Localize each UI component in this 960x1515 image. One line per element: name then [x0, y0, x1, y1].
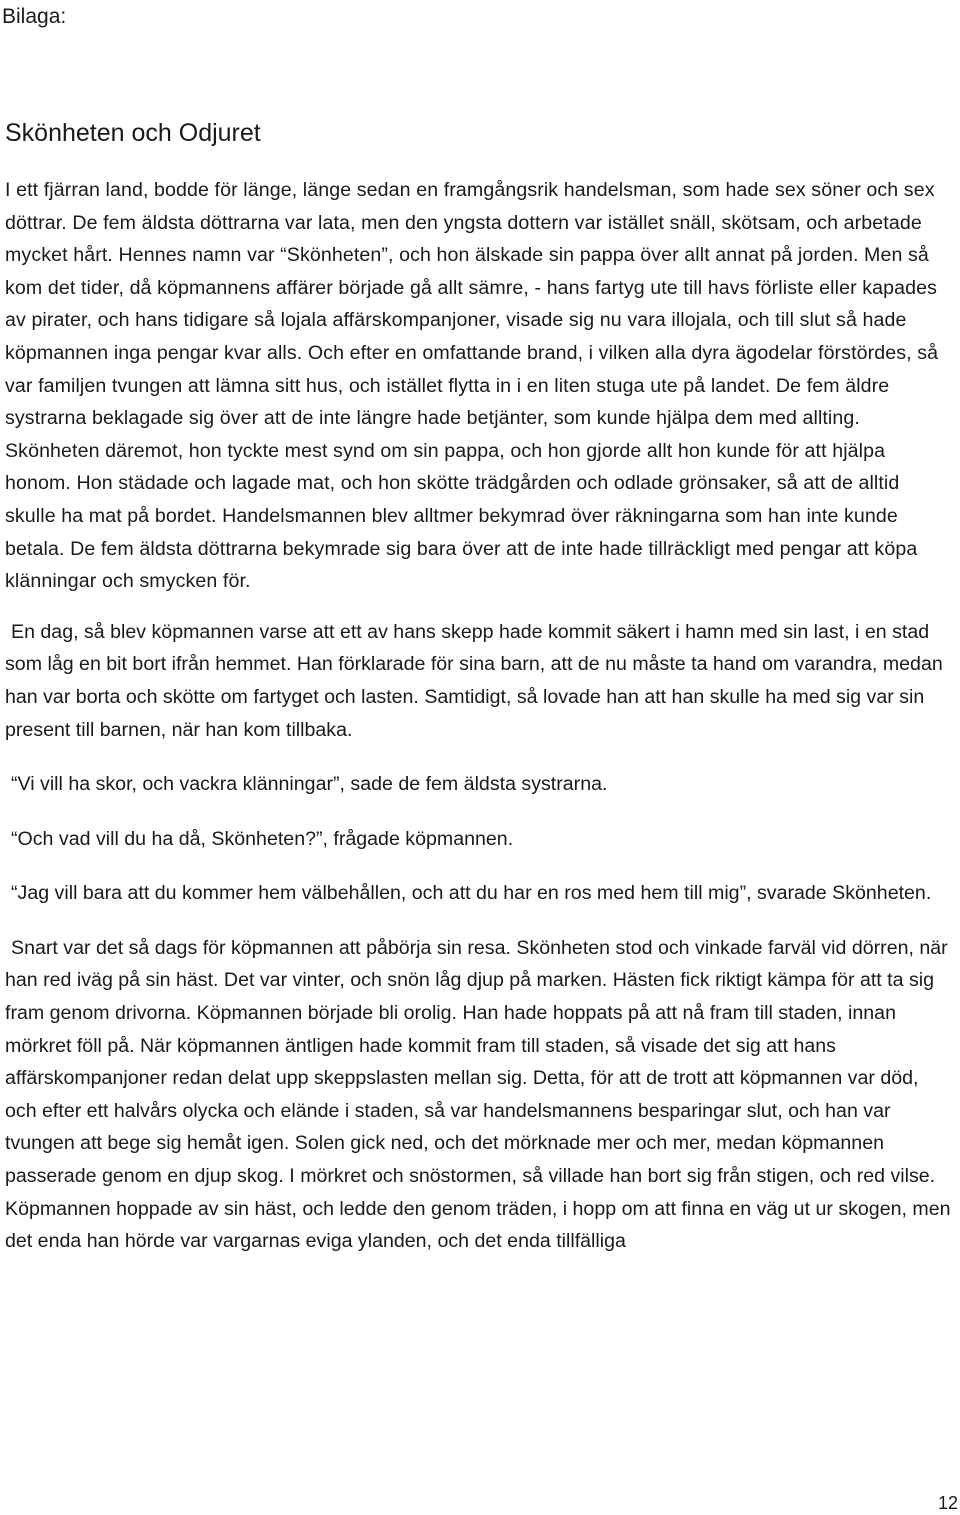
document-body — [5, 174, 955, 1258]
paragraph-journey: Snart var det så dags för köpmannen att påbörja sin resa. Skönheten stod och vinkade farväl vid dörren, när han red iväg på sin häst. Det var vinter, och snön låg djup på marken. Hästen fick riktigt kämpa för att ta sig fram genom drivorna. Köpmannen började bli orolig. Han hade hoppats på att nå fram till staden, innan mörkret föll på. När köpmannen äntligen hade kommit fram till staden, så visade det sig att hans affärskompanjoner redan delat upp skeppslasten mellan sig. Detta, för att de trott att köpmannen var död, och efter ett halvårs olycka och elände i staden, så var handelsmannens besparingar slut, och han var tvungen att bege sig hemåt igen. Solen gick ned, och det mörknade mer och mer, medan köpmannen passerade genom en djup skog. I mörkret och snöstormen, så villade han bort sig från stigen, och red vilse. Köpmannen hoppade av sin häst, och ledde den genom träden, i hopp om att finna en väg ut ur skogen, men det enda han hörde var vargarnas eviga ylanden, och det enda tillfälliga — [5, 936, 951, 1253]
dialogue-sisters: “Vi vill ha skor, och vackra klänningar”, sade de fem äldsta systrarna. — [11, 773, 608, 796]
document-title: Skönheten och Odjuret — [5, 119, 261, 147]
paragraph-1: I ett fjärran land, bodde för länge, länge sedan en framgångsrik handelsman, som hade sex söner och sex döttrar. De fem äldsta döttrarna var lata, men den yngsta dottern var istället snäll, skötsam, och arbetade mycket hårt. Hennes namn var “Skönheten”, och hon älskade sin pappa över allt annat på jorden. Men så kom det tider, då köpmannens affärer började gå allt sämre, - hans fartyg ute till havs förliste eller kapades av pirater, och hans tidigare så lojala affärskompanjoner, visade sig nu vara illojala, och till slut så hade köpmannen inga pengar kvar alls. Och efter en omfattande brand, i vilken alla dyra ägodelar förstördes, så var familjen tvungen att lämna sitt hus, och istället flytta in i en liten stuga ute på landet. De fem äldre systrarna beklagade sig över att de inte längre hade betjänter, som kunde hjälpa dem med allting. Skönheten däremot, hon tyckte mest synd om sin pappa, och hon gjorde allt hon kunde för att hjälpa honom. Hon städade och lagade mat, och hon skötte trädgården och odlade grönsaker, så att de alltid skulle ha mat på bordet. Handelsmannen blev alltmer bekymrad över räkningarna som han inte kunde betala. De fem äldsta döttrarna bekymrade sig bara över att de inte hade tillräckligt med pengar att köpa klänningar och smycken för. — [5, 179, 939, 593]
dialogue-beauty-answer: “Jag vill bara att du kommer hem välbehållen, och att du har en ros med hem till mig”, svarade Skönheten. — [11, 882, 932, 905]
page-number: 12 — [937, 1493, 958, 1513]
dialogue-merchant-question: “Och vad vill du ha då, Skönheten?”, frågade köpmannen. — [11, 827, 514, 850]
paragraph-2: En dag, så blev köpmannen varse att ett av hans skepp hade kommit säkert i hamn med sin last, i en stad som låg en bit bort ifrån hemmet. Han förklarade för sina barn, att de nu måste ta hand om varandra, medan han var borta och skötte om fartyget och lasten. Samtidigt, så lovade han att han skulle ha med sig var sin present till barnen, när han kom tillbaka. — [5, 620, 943, 741]
appendix-label: Bilaga: — [2, 5, 67, 28]
